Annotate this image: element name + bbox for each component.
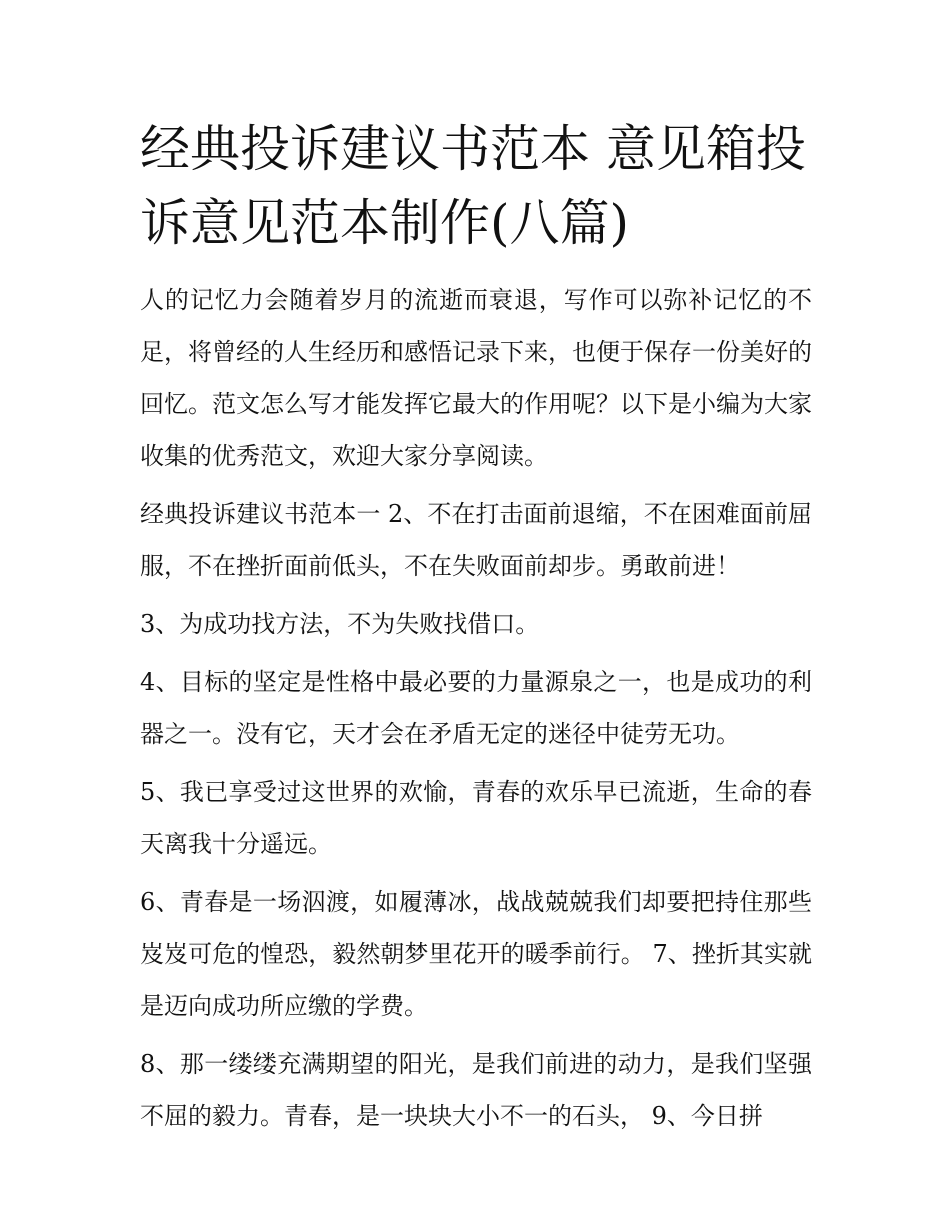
paragraph: 6、青春是一场泅渡，如履薄冰，战战兢兢我们却要把持住那些岌岌可危的惶恐，毅然朝梦里花开的暖季前行。 7、挫折其实就是迈向成功所应缴的学费。 bbox=[140, 888, 812, 1020]
paragraph: 人的记忆力会随着岁月的流逝而衰退，写作可以弥补记忆的不足，将曾经的人生经历和感悟记录下来，也便于保存一份美好的回忆。范文怎么写才能发挥它最大的作用呢？以下是小编为大家收集的优秀范文，欢迎大家分享阅读。 bbox=[140, 286, 812, 470]
document-page bbox=[140, 112, 812, 1148]
document-body bbox=[140, 274, 812, 1142]
paragraph: 8、那一缕缕充满期望的阳光，是我们前进的动力，是我们坚强不屈的毅力。青春，是一块块大小不一的石头， 9、今日拼 bbox=[140, 1050, 812, 1130]
document-title: 经典投诉建议书范本 意见箱投诉意见范本制作(八篇) bbox=[140, 120, 806, 252]
paragraph: 5、我已享受过这世界的欢愉，青春的欢乐早已流逝，生命的春天离我十分遥远。 bbox=[140, 778, 812, 858]
paragraph: 3、为成功找方法，不为失败找借口。 bbox=[140, 610, 540, 638]
paragraph: 4、目标的坚定是性格中最必要的力量源泉之一，也是成功的利器之一。没有它，天才会在矛盾无定的迷径中徒劳无功。 bbox=[140, 668, 812, 748]
paragraph: 经典投诉建议书范本一 2、不在打击面前退缩，不在困难面前屈服，不在挫折面前低头，不在失败面前却步。勇敢前进！ bbox=[140, 500, 812, 580]
